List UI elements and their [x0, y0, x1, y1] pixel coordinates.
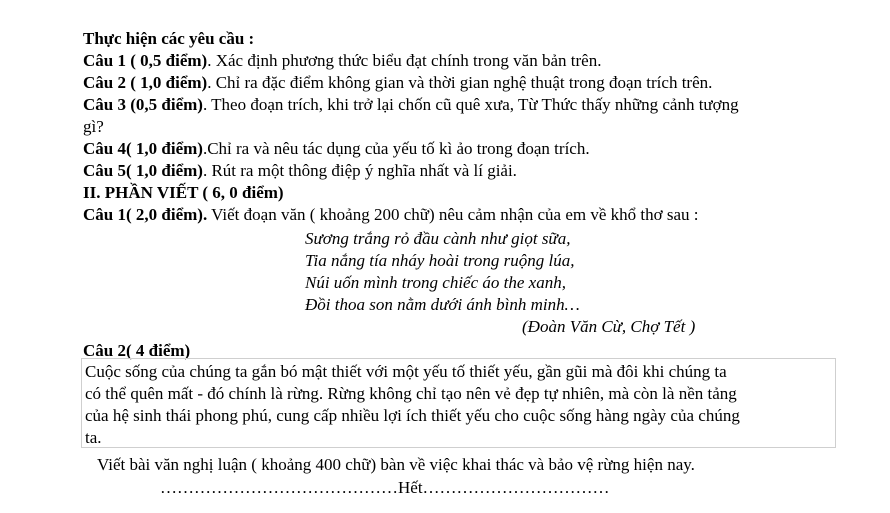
reading-heading: Thực hiện các yêu cầu :: [83, 29, 255, 48]
question-4-label: Câu 4( 1,0 điểm): [83, 139, 203, 158]
passage-line-1: Cuộc sống của chúng ta gắn bó mật thiết với một yếu tố thiết yếu, gần gũi mà đôi khi chúng ta: [85, 362, 727, 381]
writing-question-1-text: Viết đoạn văn ( khoảng 200 chữ) nêu cảm nhận của em về khổ thơ sau :: [207, 205, 699, 224]
writing-question-1: [83, 204, 699, 226]
end-dots-left: ……………………………………: [160, 478, 398, 497]
writing-question-2-label: Câu 2( 4 điểm): [83, 341, 191, 360]
passage-line-4: ta.: [85, 428, 102, 447]
question-3-continuation: gì?: [83, 117, 104, 136]
writing-question-1-label: Câu 1( 2,0 điểm).: [83, 205, 208, 224]
passage-line-3: của hệ sinh thái phong phú, cung cấp nhiều lợi ích thiết yếu cho cuộc sống hàng ngày của chúng: [85, 406, 740, 425]
end-dots-right: ……………………………: [422, 478, 610, 497]
question-5: [83, 160, 517, 182]
question-5-text: . Rút ra một thông điệp ý nghĩa nhất và lí giải.: [202, 161, 517, 180]
question-2-text: . Chỉ ra đặc điểm không gian và thời gian nghệ thuật trong đoạn trích trên.: [207, 73, 713, 92]
section-2-heading: II. PHẦN VIẾT ( 6, 0 điểm): [83, 183, 284, 202]
question-2-label: Câu 2 ( 1,0 điểm): [83, 73, 208, 92]
passage-box: [81, 358, 836, 448]
question-1-text: . Xác định phương thức biểu đạt chính trong văn bản trên.: [207, 51, 602, 70]
question-4-text: .Chỉ ra và nêu tác dụng của yếu tố kì ảo trong đoạn trích.: [202, 139, 590, 158]
question-3-label: Câu 3 (0,5 điểm): [83, 95, 203, 114]
passage-line-2: có thể quên mất - đó chính là rừng. Rừng không chỉ tạo nên vẻ đẹp tự nhiên, mà còn là nền tảng: [85, 384, 737, 403]
poem-line-3: Núi uốn mình trong chiếc áo the xanh,: [305, 273, 566, 292]
question-1-label: Câu 1 ( 0,5 điểm): [83, 51, 208, 70]
question-2: [83, 72, 712, 94]
question-3: [83, 94, 739, 116]
poem-line-2: Tia nắng tía nháy hoài trong ruộng lúa,: [305, 251, 575, 270]
poem-line-1: Sương trắng rỏ đầu cành như giọt sữa,: [305, 229, 571, 248]
end-marker: [160, 477, 610, 499]
question-5-label: Câu 5( 1,0 điểm): [83, 161, 203, 180]
poem-line-4: Đồi thoa son nằm dưới ánh bình minh…: [305, 295, 580, 314]
end-label: Hết: [398, 478, 423, 497]
question-1: [83, 50, 601, 72]
question-3-text: . Theo đoạn trích, khi trở lại chốn cũ quê xưa, Từ Thức thấy những cảnh tượng: [202, 95, 739, 114]
poem-source: (Đoàn Văn Cừ, Chợ Tết ): [522, 317, 696, 336]
writing-task: Viết bài văn nghị luận ( khoảng 400 chữ) bàn về việc khai thác và bảo vệ rừng hiện nay.: [97, 455, 695, 474]
question-4: [83, 138, 590, 160]
